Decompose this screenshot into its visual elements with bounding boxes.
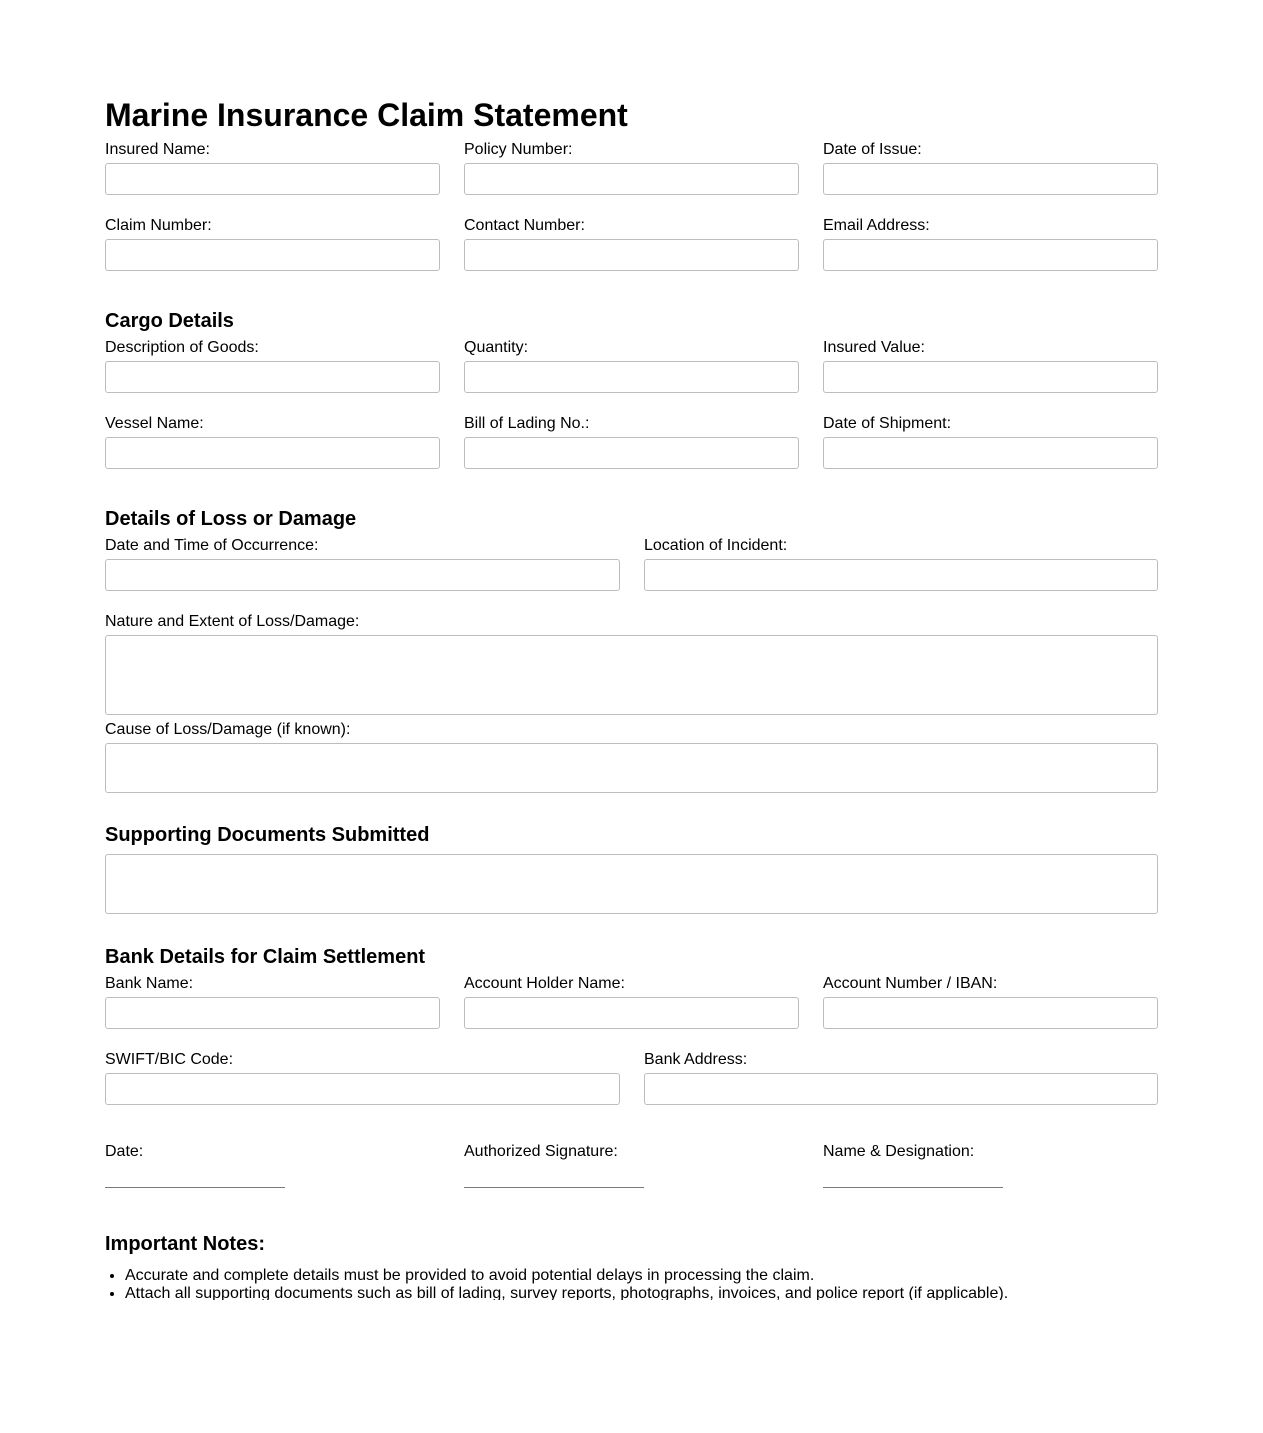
description-of-goods-label: Description of Goods: bbox=[105, 339, 259, 356]
cause-textarea[interactable] bbox=[105, 743, 1158, 793]
bank-name-input[interactable] bbox=[105, 997, 440, 1029]
cause-label: Cause of Loss/Damage (if known): bbox=[105, 721, 351, 738]
policy-number-group bbox=[464, 141, 799, 195]
cargo-details-heading: Cargo Details bbox=[105, 310, 234, 332]
swift-code-group bbox=[105, 1051, 620, 1105]
date-of-shipment-label: Date of Shipment: bbox=[823, 415, 952, 432]
name-designation-block bbox=[823, 1143, 1003, 1188]
date-of-issue-group bbox=[823, 141, 1158, 195]
supporting-documents-heading: Supporting Documents Submitted bbox=[105, 824, 430, 846]
contact-number-label: Contact Number: bbox=[464, 217, 585, 234]
insured-name-group bbox=[105, 141, 440, 195]
account-number-group bbox=[823, 975, 1158, 1029]
bill-of-lading-label: Bill of Lading No.: bbox=[464, 415, 590, 432]
bill-of-lading-input[interactable] bbox=[464, 437, 799, 469]
quantity-group bbox=[464, 339, 799, 393]
date-of-shipment-group bbox=[823, 415, 1158, 469]
cause-group bbox=[105, 721, 1158, 793]
date-signature-line[interactable] bbox=[105, 1187, 285, 1188]
date-signature-label: Date: bbox=[105, 1143, 144, 1160]
account-holder-group bbox=[464, 975, 799, 1029]
supporting-documents-group bbox=[105, 850, 1158, 914]
form-title: Marine Insurance Claim Statement bbox=[105, 97, 628, 133]
account-holder-input[interactable] bbox=[464, 997, 799, 1029]
bank-address-group bbox=[644, 1051, 1158, 1105]
name-designation-line[interactable] bbox=[823, 1187, 1003, 1188]
bank-name-label: Bank Name: bbox=[105, 975, 194, 992]
loss-details-heading: Details of Loss or Damage bbox=[105, 508, 357, 530]
description-of-goods-group bbox=[105, 339, 440, 393]
email-address-group bbox=[823, 217, 1158, 271]
date-of-shipment-input[interactable] bbox=[823, 437, 1158, 469]
note-item: • Accurate and complete details must be provided to avoid potential delays in processing the claim. bbox=[125, 1267, 1125, 1285]
location-of-incident-input[interactable] bbox=[644, 559, 1158, 591]
location-of-incident-group bbox=[644, 537, 1158, 591]
quantity-label: Quantity: bbox=[464, 339, 529, 356]
nature-extent-label: Nature and Extent of Loss/Damage: bbox=[105, 613, 360, 630]
account-number-input[interactable] bbox=[823, 997, 1158, 1029]
note-item: • Attach all supporting documents such as bill of lading, survey reports, photographs, invoices, and police report (if applicable). bbox=[125, 1285, 1125, 1300]
claim-number-label: Claim Number: bbox=[105, 217, 212, 234]
authorized-signature-block bbox=[464, 1143, 644, 1188]
insured-value-group bbox=[823, 339, 1158, 393]
policy-number-input[interactable] bbox=[464, 163, 799, 195]
email-address-label: Email Address: bbox=[823, 217, 930, 234]
location-of-incident-label: Location of Incident: bbox=[644, 537, 788, 554]
important-notes-list bbox=[105, 1267, 1125, 1300]
swift-code-label: SWIFT/BIC Code: bbox=[105, 1051, 234, 1068]
date-signature-block bbox=[105, 1143, 285, 1188]
claim-number-group bbox=[105, 217, 440, 271]
nature-extent-textarea[interactable] bbox=[105, 635, 1158, 715]
date-time-occurrence-label: Date and Time of Occurrence: bbox=[105, 537, 319, 554]
bill-of-lading-group bbox=[464, 415, 799, 469]
insured-value-label: Insured Value: bbox=[823, 339, 925, 356]
authorized-signature-label: Authorized Signature: bbox=[464, 1143, 618, 1160]
contact-number-input[interactable] bbox=[464, 239, 799, 271]
swift-code-input[interactable] bbox=[105, 1073, 620, 1105]
account-number-label: Account Number / IBAN: bbox=[823, 975, 998, 992]
description-of-goods-input[interactable] bbox=[105, 361, 440, 393]
bank-address-label: Bank Address: bbox=[644, 1051, 748, 1068]
insured-name-input[interactable] bbox=[105, 163, 440, 195]
bank-address-input[interactable] bbox=[644, 1073, 1158, 1105]
vessel-name-input[interactable] bbox=[105, 437, 440, 469]
important-notes-heading: Important Notes: bbox=[105, 1233, 265, 1255]
vessel-name-label: Vessel Name: bbox=[105, 415, 204, 432]
nature-extent-group bbox=[105, 613, 1158, 715]
date-of-issue-input[interactable] bbox=[823, 163, 1158, 195]
bank-details-heading: Bank Details for Claim Settlement bbox=[105, 946, 426, 968]
vessel-name-group bbox=[105, 415, 440, 469]
date-of-issue-label: Date of Issue: bbox=[823, 141, 922, 158]
name-designation-label: Name & Designation: bbox=[823, 1143, 975, 1160]
insured-value-input[interactable] bbox=[823, 361, 1158, 393]
claim-number-input[interactable] bbox=[105, 239, 440, 271]
authorized-signature-line[interactable] bbox=[464, 1187, 644, 1188]
email-address-input[interactable] bbox=[823, 239, 1158, 271]
policy-number-label: Policy Number: bbox=[464, 141, 573, 158]
insured-name-label: Insured Name: bbox=[105, 141, 210, 158]
account-holder-label: Account Holder Name: bbox=[464, 975, 625, 992]
quantity-input[interactable] bbox=[464, 361, 799, 393]
supporting-documents-textarea[interactable] bbox=[105, 854, 1158, 914]
date-time-occurrence-input[interactable] bbox=[105, 559, 620, 591]
contact-number-group bbox=[464, 217, 799, 271]
date-time-occurrence-group bbox=[105, 537, 620, 591]
bank-name-group bbox=[105, 975, 440, 1029]
